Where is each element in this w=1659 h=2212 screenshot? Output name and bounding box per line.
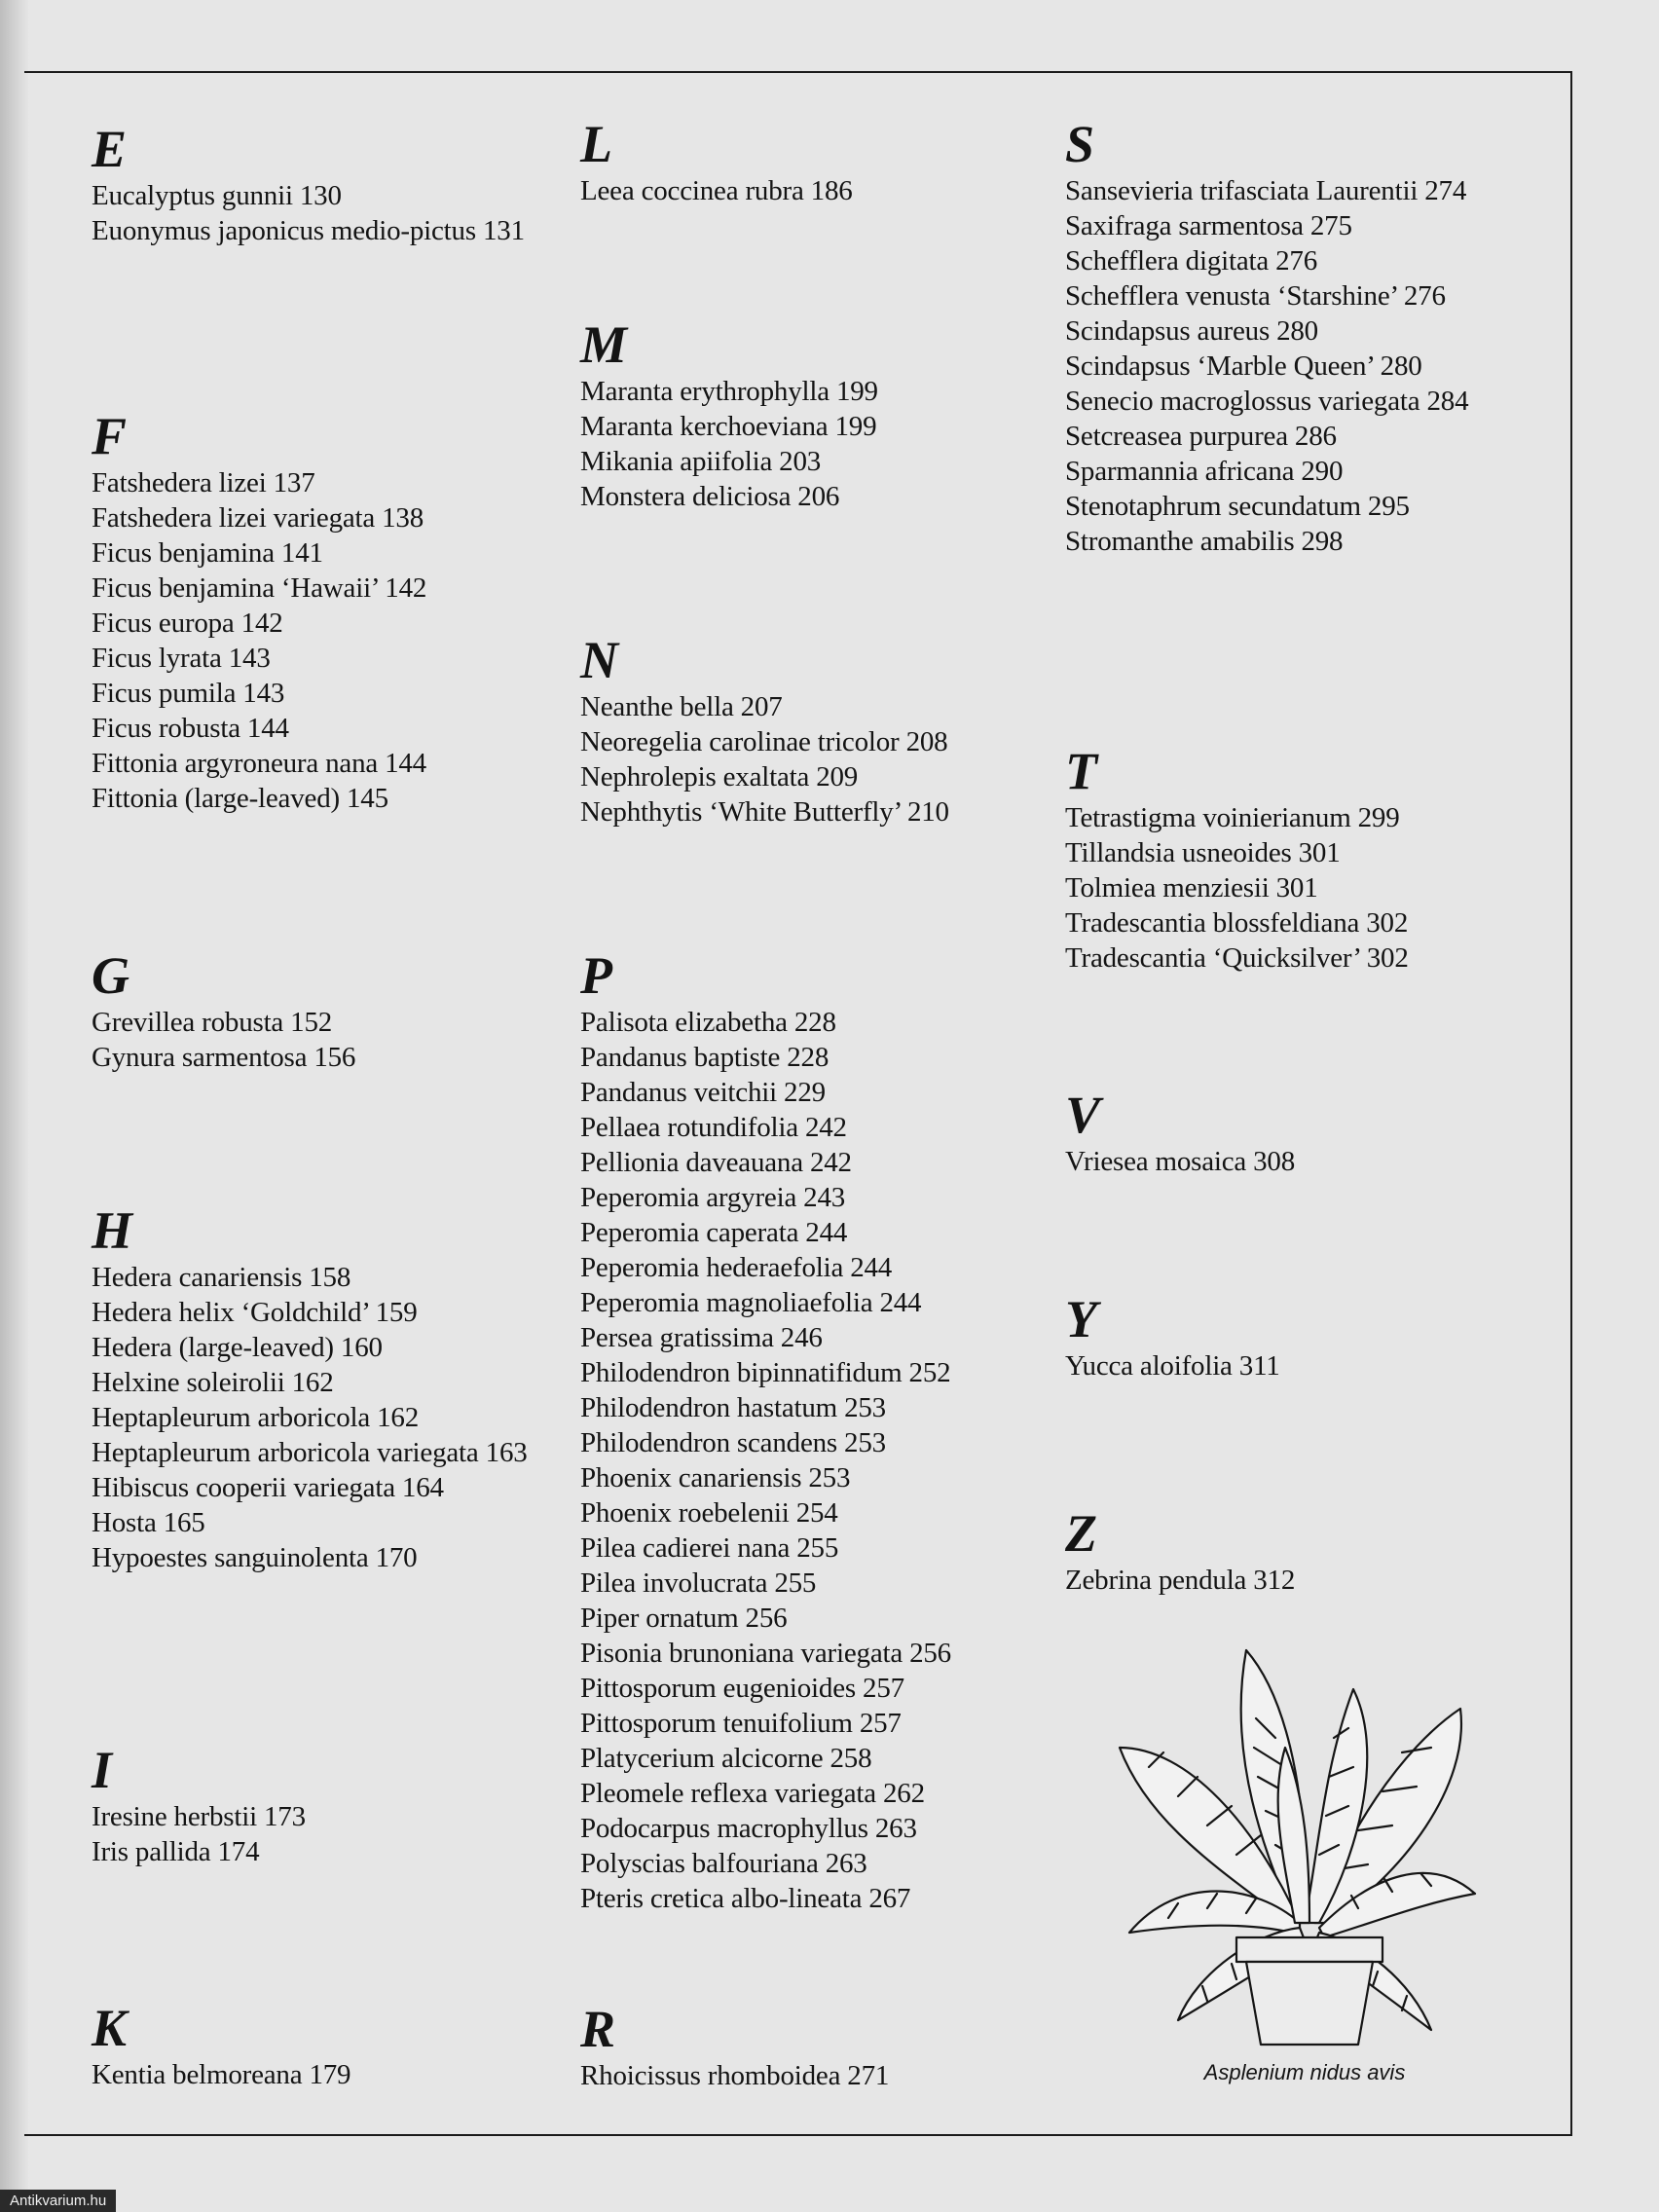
entry-list xyxy=(92,178,525,248)
index-entry: Hedera (large-leaved) 160 xyxy=(92,1332,383,1363)
index-entry: Ficus benjamina ‘Hawaii’ 142 xyxy=(92,572,427,604)
index-entry: Hibiscus cooperii variegata 164 xyxy=(92,1472,444,1503)
index-entry: Maranta kerchoeviana 199 xyxy=(580,411,877,442)
entry-list xyxy=(580,173,853,208)
section-f xyxy=(92,407,426,816)
entry-list xyxy=(1065,1144,1295,1179)
section-y xyxy=(1065,1290,1280,1383)
index-entry: Sparmannia africana 290 xyxy=(1065,456,1344,487)
index-entry: Peperomia magnoliaefolia 244 xyxy=(580,1287,922,1318)
index-entry: Pilea involucrata 255 xyxy=(580,1567,817,1599)
section-s xyxy=(1065,115,1468,559)
index-entry: Hedera canariensis 158 xyxy=(92,1262,351,1293)
section-letter: I xyxy=(92,1741,113,1799)
index-entry: Fittonia (large-leaved) 145 xyxy=(92,783,388,814)
index-entry: Peperomia argyreia 243 xyxy=(580,1182,846,1213)
section-z xyxy=(1065,1504,1295,1598)
section-letter: E xyxy=(92,120,128,178)
index-entry: Senecio macroglossus variegata 284 xyxy=(1065,386,1469,417)
entry-list xyxy=(92,1005,355,1075)
index-entry: Eucalyptus gunnii 130 xyxy=(92,180,342,211)
index-entry: Neanthe bella 207 xyxy=(580,691,783,722)
index-entry: Peperomia caperata 244 xyxy=(580,1217,848,1248)
index-entry: Fatshedera lizei 137 xyxy=(92,467,315,498)
index-entry: Schefflera digitata 276 xyxy=(1065,245,1317,276)
index-entry: Persea gratissima 246 xyxy=(580,1322,823,1353)
entry-list xyxy=(580,689,949,830)
index-entry: Tillandsia usneoides 301 xyxy=(1065,837,1341,868)
index-entry: Vriesea mosaica 308 xyxy=(1065,1146,1296,1177)
index-entry: Sansevieria trifasciata Laurentii 274 xyxy=(1065,175,1467,206)
entry-list xyxy=(92,2057,350,2092)
index-entry: Rhoicissus rhomboidea 271 xyxy=(580,2060,890,2091)
index-entry: Tradescantia ‘Quicksilver’ 302 xyxy=(1065,942,1409,974)
entry-list xyxy=(580,1005,951,1916)
index-entry: Mikania apiifolia 203 xyxy=(580,446,822,477)
section-letter: R xyxy=(580,2000,616,2058)
index-entry: Ficus europa 142 xyxy=(92,608,283,639)
entry-list xyxy=(580,2058,889,2093)
entry-list xyxy=(1065,800,1409,976)
index-entry: Pellionia daveauana 242 xyxy=(580,1147,852,1178)
index-entry: Fatshedera lizei variegata 138 xyxy=(92,502,424,534)
index-entry: Pandanus veitchii 229 xyxy=(580,1077,826,1108)
watermark: Antikvarium.hu xyxy=(0,2190,116,2212)
entry-list xyxy=(580,374,878,514)
index-entry: Iresine herbstii 173 xyxy=(92,1801,306,1832)
index-entry: Tetrastigma voinierianum 299 xyxy=(1065,802,1400,833)
section-h xyxy=(92,1201,528,1575)
section-i xyxy=(92,1741,306,1869)
index-entry: Platycerium alcicorne 258 xyxy=(580,1743,872,1774)
section-letter: K xyxy=(92,1999,128,2057)
asplenium-plant-illustration xyxy=(1110,1631,1480,2049)
index-entry: Podocarpus macrophyllus 263 xyxy=(580,1813,917,1844)
index-entry: Ficus robusta 144 xyxy=(92,713,289,744)
entry-list xyxy=(1065,1563,1295,1598)
section-n xyxy=(580,631,949,830)
index-entry: Euonymus japonicus medio-pictus 131 xyxy=(92,215,525,246)
section-letter: N xyxy=(580,631,618,689)
index-entry: Scindapsus aureus 280 xyxy=(1065,315,1318,347)
section-r xyxy=(580,2000,889,2093)
index-entry: Hedera helix ‘Goldchild’ 159 xyxy=(92,1297,418,1328)
index-entry: Grevillea robusta 152 xyxy=(92,1007,333,1038)
index-entry: Phoenix roebelenii 254 xyxy=(580,1497,838,1529)
index-entry: Ficus pumila 143 xyxy=(92,678,285,709)
index-entry: Tradescantia blossfeldiana 302 xyxy=(1065,907,1409,939)
index-entry: Nephrolepis exaltata 209 xyxy=(580,761,859,793)
section-t xyxy=(1065,742,1409,976)
section-p xyxy=(580,946,951,1916)
section-g xyxy=(92,946,355,1075)
index-entry: Stromanthe amabilis 298 xyxy=(1065,526,1344,557)
index-entry: Tolmiea menziesii 301 xyxy=(1065,872,1318,903)
section-letter: S xyxy=(1065,115,1095,173)
index-entry: Pittosporum eugenioides 257 xyxy=(580,1673,904,1704)
index-entry: Hosta 165 xyxy=(92,1507,205,1538)
index-entry: Iris pallida 174 xyxy=(92,1836,260,1867)
index-entry: Ficus benjamina 141 xyxy=(92,537,323,569)
index-entry: Piper ornatum 256 xyxy=(580,1603,788,1634)
section-letter: F xyxy=(92,407,128,465)
section-v xyxy=(1065,1086,1295,1179)
illustration-caption: Asplenium nidus avis xyxy=(1203,2060,1406,2084)
index-entry: Scindapsus ‘Marble Queen’ 280 xyxy=(1065,350,1422,382)
index-entry: Monstera deliciosa 206 xyxy=(580,481,840,512)
entry-list xyxy=(92,1799,306,1869)
index-entry: Gynura sarmentosa 156 xyxy=(92,1042,356,1073)
index-entry: Ficus lyrata 143 xyxy=(92,643,271,674)
index-entry: Fittonia argyroneura nana 144 xyxy=(92,748,426,779)
index-entry: Leea coccinea rubra 186 xyxy=(580,175,853,206)
entry-list xyxy=(1065,1348,1280,1383)
index-entry: Hypoestes sanguinolenta 170 xyxy=(92,1542,418,1573)
section-letter: P xyxy=(580,946,612,1005)
index-entry: Zebrina pendula 312 xyxy=(1065,1565,1296,1596)
entry-list xyxy=(92,1260,528,1575)
index-entry: Pisonia brunoniana variegata 256 xyxy=(580,1638,951,1669)
index-entry: Schefflera venusta ‘Starshine’ 276 xyxy=(1065,280,1446,312)
index-entry: Maranta erythrophylla 199 xyxy=(580,376,878,407)
index-entry: Saxifraga sarmentosa 275 xyxy=(1065,210,1352,241)
section-letter: Y xyxy=(1065,1290,1097,1348)
index-entry: Pellaea rotundifolia 242 xyxy=(580,1112,847,1143)
index-entry: Polyscias balfouriana 263 xyxy=(580,1848,867,1879)
index-entry: Neoregelia carolinae tricolor 208 xyxy=(580,726,948,757)
index-entry: Philodendron scandens 253 xyxy=(580,1427,886,1458)
index-entry: Kentia belmoreana 179 xyxy=(92,2059,351,2090)
index-entry: Pilea cadierei nana 255 xyxy=(580,1532,839,1564)
index-entry: Stenotaphrum secundatum 295 xyxy=(1065,491,1410,522)
index-entry: Heptapleurum arboricola 162 xyxy=(92,1402,420,1433)
section-e xyxy=(92,120,525,248)
section-letter: M xyxy=(580,315,628,374)
section-letter: T xyxy=(1065,742,1097,800)
index-entry: Peperomia hederaefolia 244 xyxy=(580,1252,893,1283)
index-entry: Setcreasea purpurea 286 xyxy=(1065,421,1337,452)
index-entry: Palisota elizabetha 228 xyxy=(580,1007,836,1038)
index-entry: Philodendron hastatum 253 xyxy=(580,1392,886,1423)
index-entry: Pteris cretica albo-lineata 267 xyxy=(580,1883,911,1914)
index-entry: Pittosporum tenuifolium 257 xyxy=(580,1708,902,1739)
index-entry: Yucca aloifolia 311 xyxy=(1065,1350,1280,1382)
entry-list xyxy=(92,465,426,816)
index-entry: Pleomele reflexa variegata 262 xyxy=(580,1778,925,1809)
section-k xyxy=(92,1999,350,2092)
section-letter: V xyxy=(1065,1086,1101,1144)
index-entry: Phoenix canariensis 253 xyxy=(580,1462,851,1493)
index-entry: Helxine soleirolii 162 xyxy=(92,1367,334,1398)
index-entry: Nephthytis ‘White Butterfly’ 210 xyxy=(580,796,949,828)
entry-list xyxy=(1065,173,1468,559)
section-m xyxy=(580,315,878,514)
section-letter: H xyxy=(92,1201,133,1260)
index-entry: Philodendron bipinnatifidum 252 xyxy=(580,1357,951,1388)
section-letter: L xyxy=(580,115,612,173)
section-letter: G xyxy=(92,946,129,1005)
index-entry: Pandanus baptiste 228 xyxy=(580,1042,830,1073)
section-l xyxy=(580,115,853,208)
section-letter: Z xyxy=(1065,1504,1097,1563)
index-entry: Heptapleurum arboricola variegata 163 xyxy=(92,1437,528,1468)
